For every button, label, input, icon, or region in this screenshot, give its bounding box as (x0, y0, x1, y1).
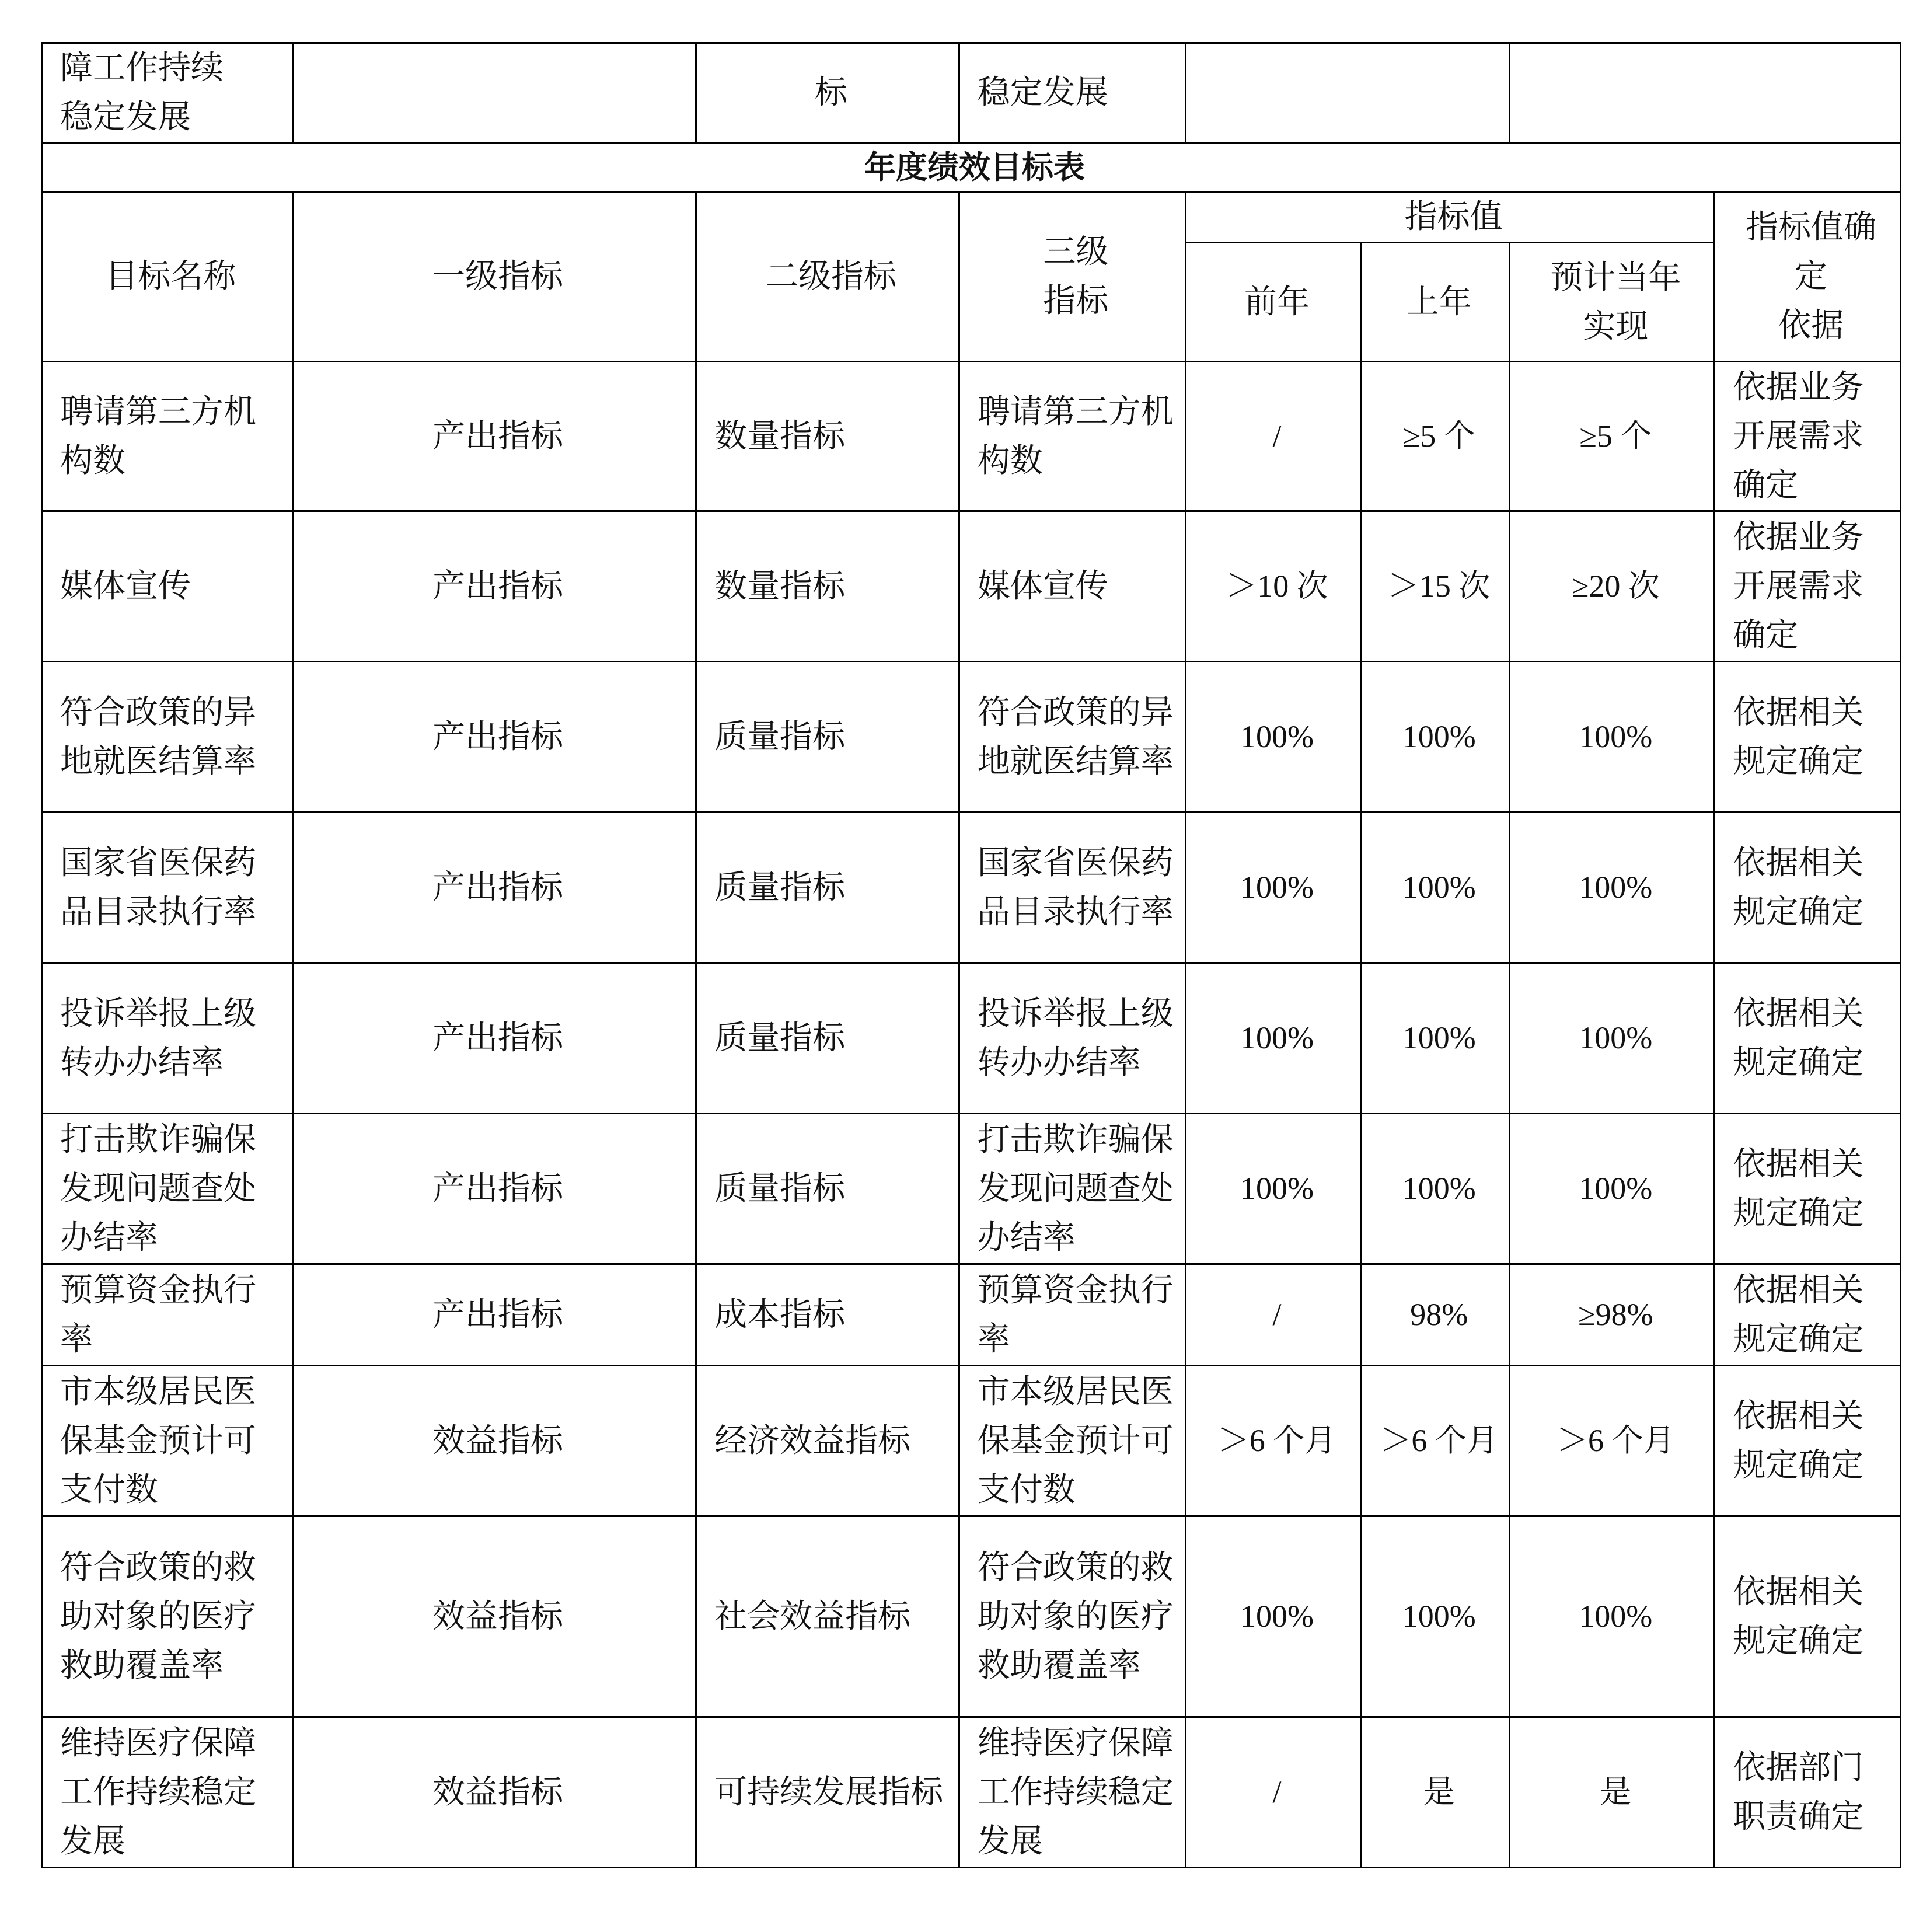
continuation-empty-cell (292, 43, 696, 143)
target-name-cell: 打击欺诈骗保发现问题查处办结率 (42, 1114, 293, 1264)
table-row (42, 1264, 1901, 1366)
last-year-cell: 是 (1362, 1717, 1510, 1868)
last-year-cell: ≥5 个 (1362, 362, 1510, 511)
expected-cell: 100% (1510, 812, 1715, 963)
target-name-cell: 聘请第三方机构数 (42, 362, 293, 511)
level2-cell: 质量指标 (696, 1114, 959, 1264)
expected-cell: 100% (1510, 963, 1715, 1114)
level1-cell: 效益指标 (292, 1717, 696, 1868)
header-row-1 (42, 192, 1901, 243)
continuation-empty-cell (1185, 43, 1509, 143)
level2-cell: 社会效益指标 (696, 1516, 959, 1717)
level1-cell: 产出指标 (292, 662, 696, 812)
prev-year-cell: 100% (1185, 662, 1361, 812)
table-row (42, 511, 1901, 662)
basis-cell: 依据相关规定确定 (1715, 963, 1901, 1114)
level1-cell: 产出指标 (292, 812, 696, 963)
expected-cell: 100% (1510, 662, 1715, 812)
table-row (42, 812, 1901, 963)
level3-cell: 符合政策的救助对象的医疗救助覆盖率 (959, 1516, 1185, 1717)
expected-cell: ≥98% (1510, 1264, 1715, 1366)
level1-cell: 效益指标 (292, 1366, 696, 1516)
table-row (42, 362, 1901, 511)
level3-cell: 预算资金执行率 (959, 1264, 1185, 1366)
level2-cell: 经济效益指标 (696, 1366, 959, 1516)
table-row (42, 1717, 1901, 1868)
level1-cell: 效益指标 (292, 1516, 696, 1717)
header-level3: 三级 指标 (959, 192, 1185, 362)
header-prev-year: 前年 (1185, 243, 1361, 362)
level2-cell: 数量指标 (696, 511, 959, 662)
prev-year-cell: 100% (1185, 812, 1361, 963)
target-name-cell: 投诉举报上级转办办结率 (42, 963, 293, 1114)
table-row (42, 662, 1901, 812)
last-year-cell: 100% (1362, 963, 1510, 1114)
last-year-cell: ＞15 次 (1362, 511, 1510, 662)
target-name-cell: 市本级居民医保基金预计可支付数 (42, 1366, 293, 1516)
expected-cell: 100% (1510, 1114, 1715, 1264)
basis-cell: 依据业务开展需求确定 (1715, 511, 1901, 662)
continuation-level2: 标 (696, 43, 959, 143)
level2-cell: 可持续发展指标 (696, 1717, 959, 1868)
last-year-cell: 100% (1362, 662, 1510, 812)
prev-year-cell: 100% (1185, 963, 1361, 1114)
expected-cell: 是 (1510, 1717, 1715, 1868)
basis-cell: 依据相关规定确定 (1715, 1264, 1901, 1366)
header-level1: 一级指标 (292, 192, 696, 362)
level2-cell: 质量指标 (696, 662, 959, 812)
header-last-year: 上年 (1362, 243, 1510, 362)
target-name-cell: 媒体宣传 (42, 511, 293, 662)
prev-year-cell: 100% (1185, 1516, 1361, 1717)
basis-cell: 依据相关规定确定 (1715, 1114, 1901, 1264)
table-row (42, 1114, 1901, 1264)
level3-cell: 符合政策的异地就医结算率 (959, 662, 1185, 812)
basis-cell: 依据部门职责确定 (1715, 1717, 1901, 1868)
header-target-name: 目标名称 (42, 192, 293, 362)
continuation-target-name: 障工作持续 稳定发展 (42, 43, 293, 143)
prev-year-cell: ＞6 个月 (1185, 1366, 1361, 1516)
last-year-cell: 100% (1362, 1516, 1510, 1717)
level1-cell: 产出指标 (292, 963, 696, 1114)
prev-year-cell: / (1185, 1717, 1361, 1868)
level1-cell: 产出指标 (292, 511, 696, 662)
basis-cell: 依据相关规定确定 (1715, 662, 1901, 812)
continuation-row (42, 43, 1901, 143)
last-year-cell: 98% (1362, 1264, 1510, 1366)
level1-cell: 产出指标 (292, 362, 696, 511)
prev-year-cell: / (1185, 1264, 1361, 1366)
table-row (42, 963, 1901, 1114)
level1-cell: 产出指标 (292, 1114, 696, 1264)
level2-cell: 质量指标 (696, 812, 959, 963)
level3-cell: 打击欺诈骗保发现问题查处办结率 (959, 1114, 1185, 1264)
basis-cell: 依据业务开展需求确定 (1715, 362, 1901, 511)
prev-year-cell: ＞10 次 (1185, 511, 1361, 662)
expected-cell: 100% (1510, 1516, 1715, 1717)
continuation-empty-cell (1510, 43, 1901, 143)
level3-cell: 媒体宣传 (959, 511, 1185, 662)
level1-cell: 产出指标 (292, 1264, 696, 1366)
performance-target-table (41, 42, 1901, 1868)
basis-cell: 依据相关规定确定 (1715, 1366, 1901, 1516)
header-level2: 二级指标 (696, 192, 959, 362)
document-page (41, 42, 1901, 1868)
level3-cell: 聘请第三方机构数 (959, 362, 1185, 511)
table-row (42, 1516, 1901, 1717)
target-name-cell: 符合政策的异地就医结算率 (42, 662, 293, 812)
header-indicator-value: 指标值 (1185, 192, 1714, 243)
level2-cell: 数量指标 (696, 362, 959, 511)
target-name-cell: 符合政策的救助对象的医疗救助覆盖率 (42, 1516, 293, 1717)
prev-year-cell: 100% (1185, 1114, 1361, 1264)
level3-cell: 投诉举报上级转办办结率 (959, 963, 1185, 1114)
basis-cell: 依据相关规定确定 (1715, 1516, 1901, 1717)
target-name-cell: 预算资金执行率 (42, 1264, 293, 1366)
last-year-cell: ＞6 个月 (1362, 1366, 1510, 1516)
prev-year-cell: / (1185, 362, 1361, 511)
last-year-cell: 100% (1362, 1114, 1510, 1264)
target-name-cell: 维持医疗保障工作持续稳定发展 (42, 1717, 293, 1868)
header-expected: 预计当年 实现 (1510, 243, 1715, 362)
basis-cell: 依据相关规定确定 (1715, 812, 1901, 963)
level3-cell: 市本级居民医保基金预计可支付数 (959, 1366, 1185, 1516)
level3-cell: 国家省医保药品目录执行率 (959, 812, 1185, 963)
level3-cell: 维持医疗保障工作持续稳定发展 (959, 1717, 1185, 1868)
target-name-cell: 国家省医保药品目录执行率 (42, 812, 293, 963)
table-title: 年度绩效目标表 (42, 143, 1901, 192)
level2-cell: 质量指标 (696, 963, 959, 1114)
table-row (42, 1366, 1901, 1516)
continuation-level3: 稳定发展 (959, 43, 1185, 143)
expected-cell: ≥20 次 (1510, 511, 1715, 662)
expected-cell: ＞6 个月 (1510, 1366, 1715, 1516)
level2-cell: 成本指标 (696, 1264, 959, 1366)
header-basis: 指标值确 定 依据 (1715, 192, 1901, 362)
table-body (42, 362, 1901, 1868)
last-year-cell: 100% (1362, 812, 1510, 963)
table-title-row (42, 143, 1901, 192)
expected-cell: ≥5 个 (1510, 362, 1715, 511)
